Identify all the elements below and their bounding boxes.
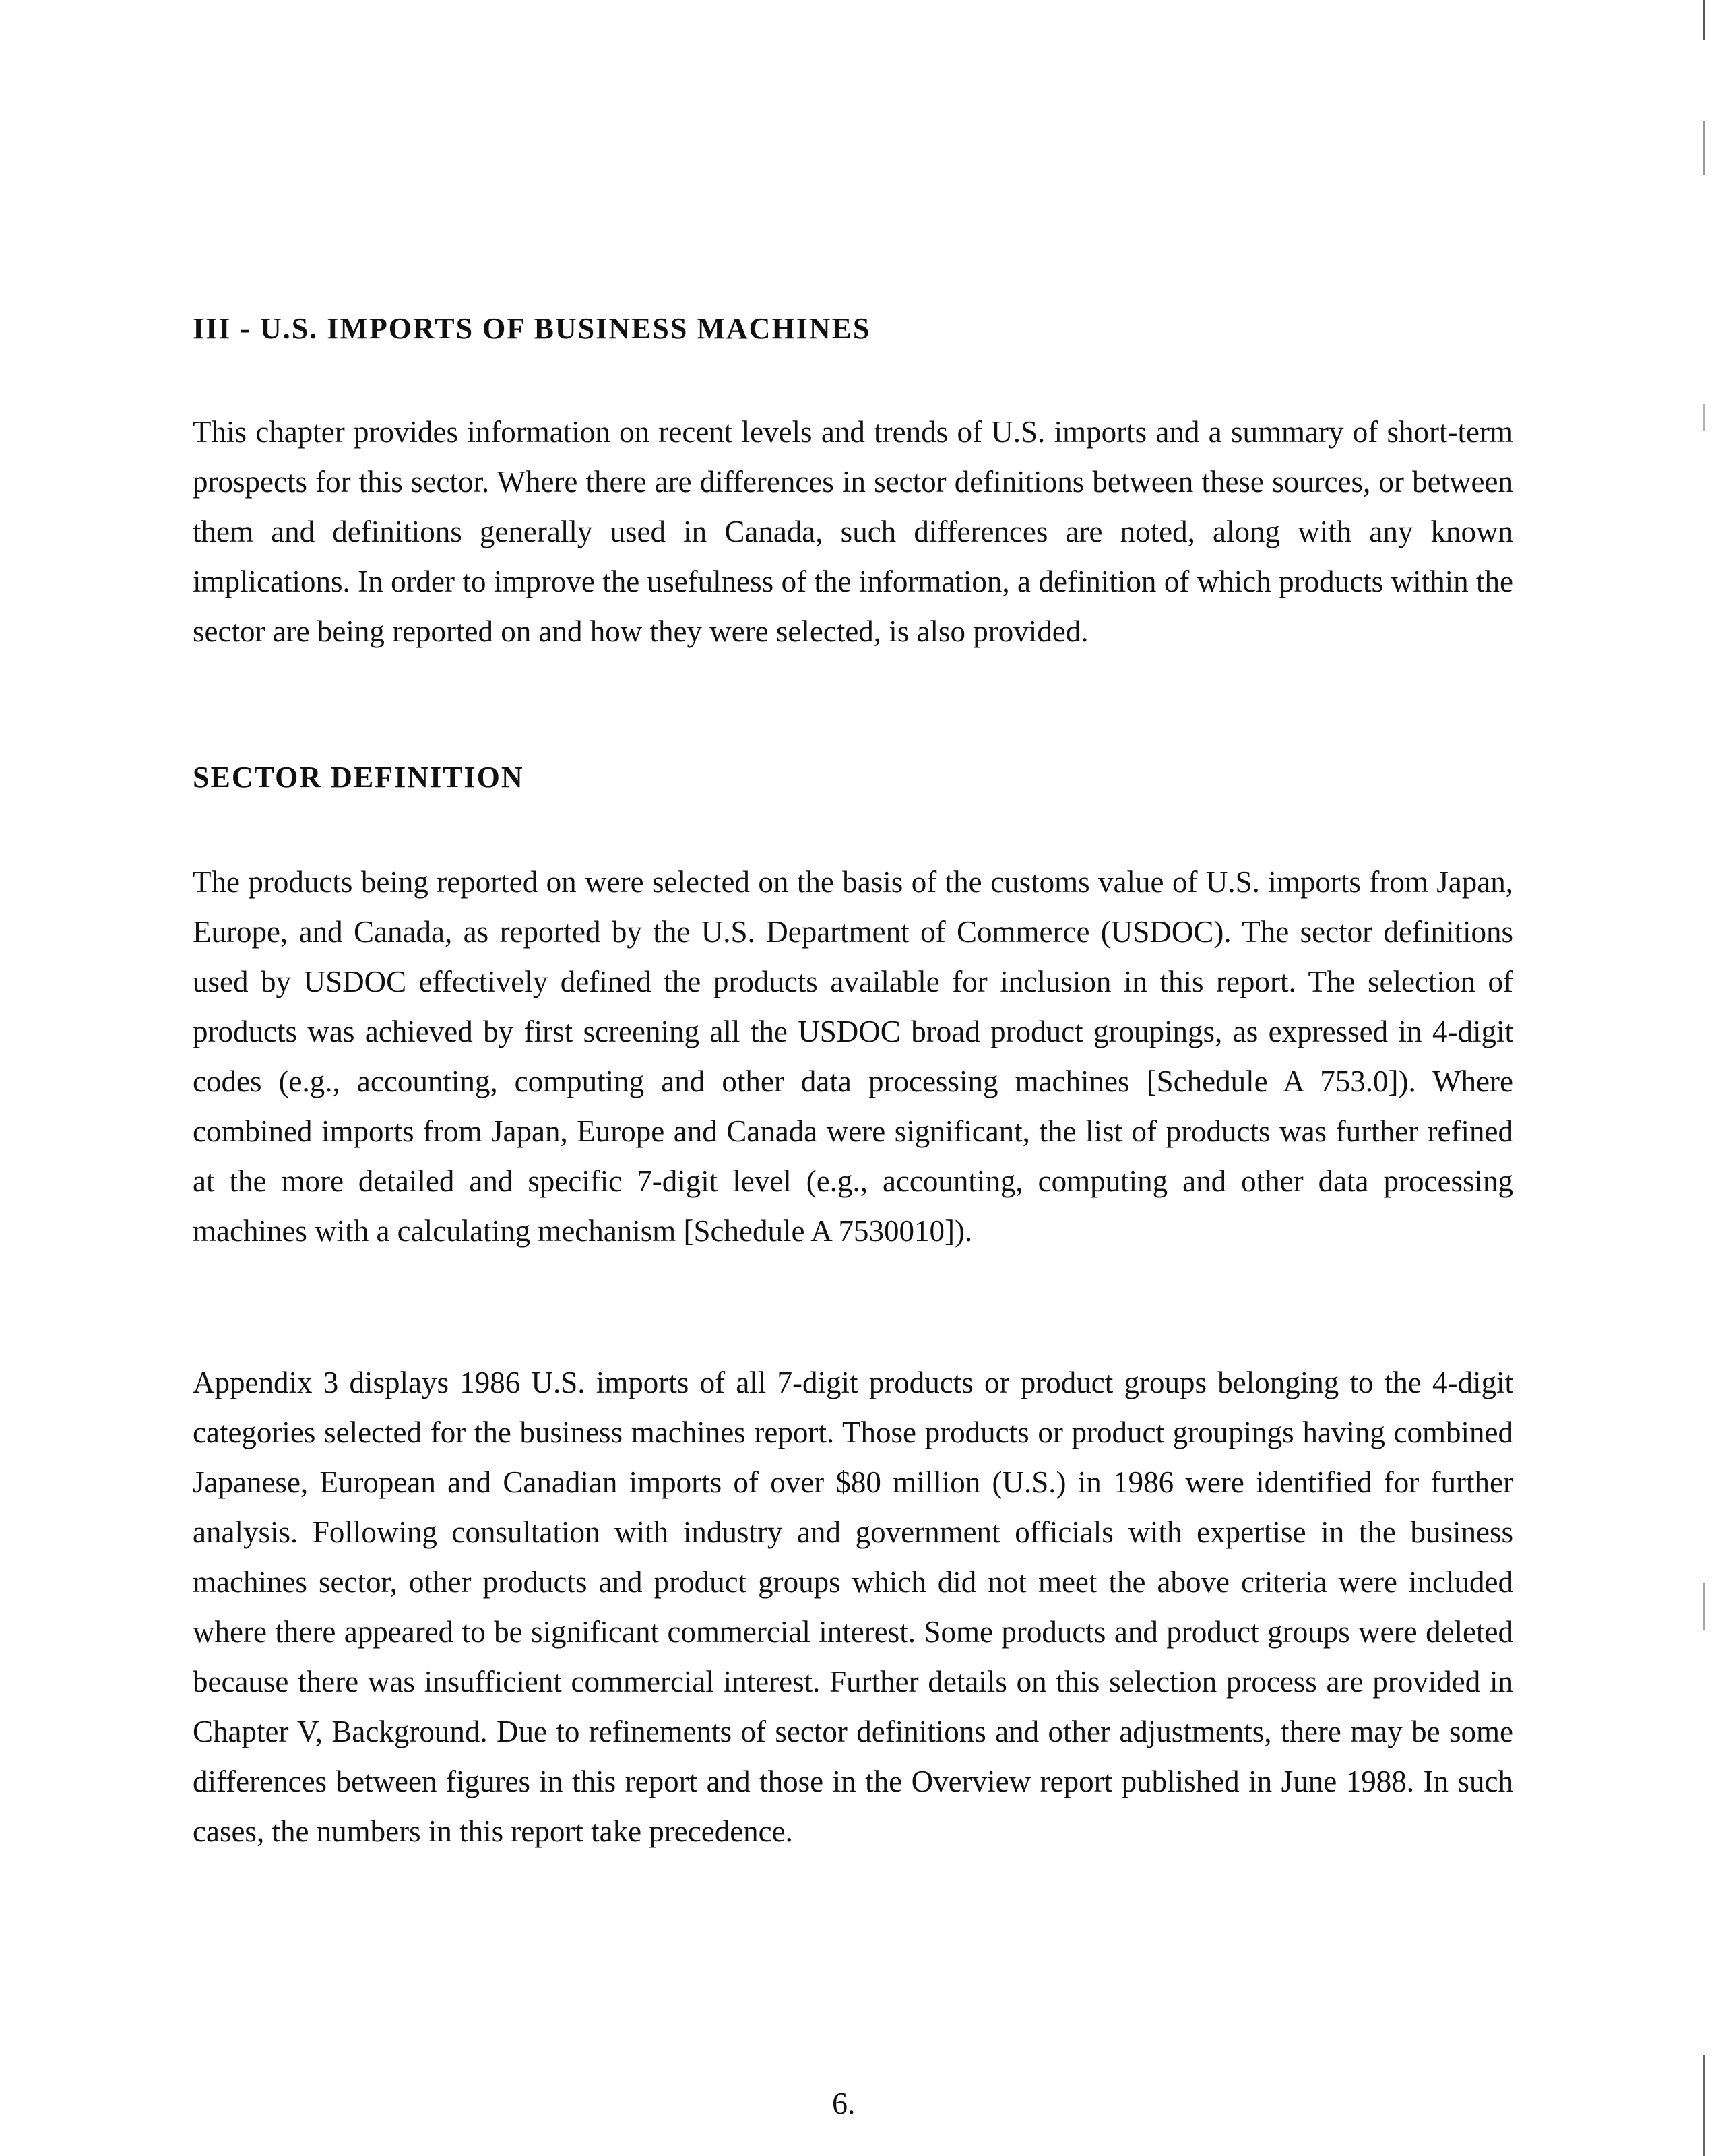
product-selection-paragraph: Appendix 3 displays 1986 U.S. imports of all 7-digit products or product groups belonging to the 4-digit categories selected for the business machines report. Those products or product groupings having combined Japanese, European and Canadian imports of over $80 million (U.S.) in 1986 were identified for further analysis. Following consultation with industry and government officials with expertise in the business machines sector, other products and product groups which did not meet the above criteria were included where there appeared to be significant commercial interest. Some products and product groups were deleted because there was insufficient commercial interest. Further details on this selection process are provided in Chapter V, Background. Due to refinements of sector definitions and other adjustments, there may be some differences between figures in this report and those in the Overview report published in June 1988. In such cases, the numbers in this report take precedence. [193,1366,1513,1848]
scan-edge-line [1703,0,1705,2156]
intro-paragraph: This chapter provides information on recent levels and trends of U.S. imports and a summary of short-term prospects for this sector. Where there are differences in sector definitions between these sources, or between them and definitions generally used in Canada, such differences are noted, along with any known implications. In order to improve the usefulness of the information, a definition of which products within the sector are being reported on and how they were selected, is also provided. [193,415,1513,648]
section-title: SECTOR DEFINITION [193,761,524,794]
page-number: 6. [832,2086,856,2120]
sector-definition-paragraph: The products being reported on were selected on the basis of the customs value of U.S. imports from Japan, Europe, and Canada, as reported by the U.S. Department of Commerce (USDOC). The sector definitions used by USDOC effectively defined the products available for inclusion in this report. The selection of products was achieved by first screening all the USDOC broad product groupings, as expressed in 4-digit codes (e.g., accounting, computing and other data processing machines [Schedule A 753.0]). Where combined imports from Japan, Europe and Canada were significant, the list of products was further refined at the more detailed and specific 7-digit level (e.g., accounting, computing and other data processing machines with a calculating mechanism [Schedule A 7530010]). [193,865,1513,1248]
chapter-title: III - U.S. IMPORTS OF BUSINESS MACHINES [193,312,871,345]
